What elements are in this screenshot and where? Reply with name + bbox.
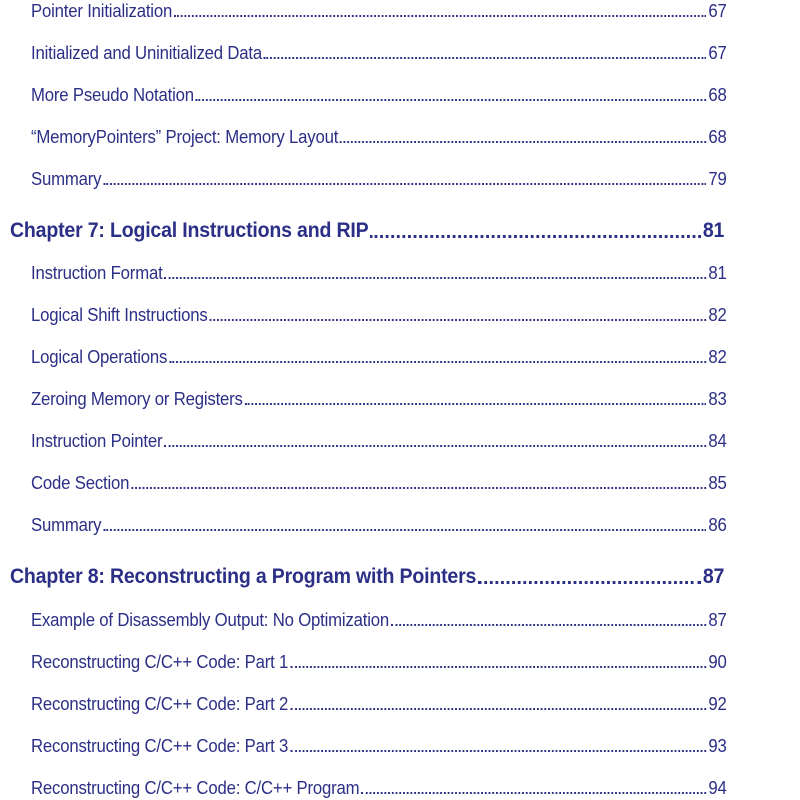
toc-entry-page: 92 bbox=[708, 694, 727, 714]
toc-entry-page: 83 bbox=[708, 389, 727, 409]
toc-entry-title: Reconstructing C/C++ Code: C/C++ Program bbox=[31, 778, 360, 798]
toc-entry-title: Logical Operations bbox=[31, 347, 168, 367]
dot-leader bbox=[196, 99, 707, 101]
toc-entry-title: Zeroing Memory or Registers bbox=[31, 389, 243, 409]
toc-entry-title: Logical Shift Instructions bbox=[31, 305, 208, 325]
toc-chapter-heading bbox=[10, 219, 724, 243]
dot-leader bbox=[340, 141, 706, 143]
dot-leader bbox=[131, 487, 706, 489]
toc-entry-title: Reconstructing C/C++ Code: Part 1 bbox=[31, 652, 289, 672]
toc-entry bbox=[31, 652, 727, 673]
toc-entry-title: Reconstructing C/C++ Code: Part 2 bbox=[31, 694, 289, 714]
toc-entry-page: 82 bbox=[708, 347, 727, 367]
toc-entry-page: 68 bbox=[708, 127, 727, 147]
dot-leader bbox=[169, 361, 706, 363]
toc-entry-title: Initialized and Uninitialized Data bbox=[31, 43, 262, 63]
chapter-page: 87 bbox=[702, 565, 725, 588]
dot-leader bbox=[245, 403, 707, 405]
dot-leader bbox=[370, 235, 701, 238]
toc-entry-title: Code Section bbox=[31, 473, 130, 493]
toc-entry bbox=[31, 305, 727, 326]
toc-entry bbox=[31, 263, 727, 284]
toc-entry-page: 85 bbox=[708, 473, 727, 493]
toc-entry-title: Reconstructing C/C++ Code: Part 3 bbox=[31, 736, 289, 756]
toc-entry bbox=[31, 515, 727, 536]
toc-entry-page: 86 bbox=[708, 515, 727, 535]
dot-leader bbox=[103, 529, 706, 531]
toc-entry-title: Pointer Initialization bbox=[31, 1, 173, 21]
toc-entry-title: Summary bbox=[31, 169, 102, 189]
toc-entry-page: 81 bbox=[708, 263, 727, 283]
dot-leader bbox=[290, 750, 706, 752]
toc-entry-title: Instruction Format bbox=[31, 263, 163, 283]
toc-entry-title: More Pseudo Notation bbox=[31, 85, 194, 105]
toc-entry-page: 67 bbox=[708, 43, 727, 63]
chapter-title: Chapter 7: Logical Instructions and RIP bbox=[10, 219, 369, 242]
toc-chapter-heading bbox=[10, 565, 724, 589]
toc-entry bbox=[31, 694, 727, 715]
toc-entry bbox=[31, 736, 727, 757]
toc-entry bbox=[31, 778, 727, 799]
toc-entry bbox=[31, 473, 727, 494]
toc-entry bbox=[31, 610, 727, 631]
dot-leader bbox=[209, 319, 706, 321]
toc-entry-title: Summary bbox=[31, 515, 102, 535]
toc-entry-page: 68 bbox=[708, 85, 727, 105]
dot-leader bbox=[264, 57, 707, 59]
toc-entry-page: 94 bbox=[708, 778, 727, 798]
toc-entry bbox=[31, 347, 727, 368]
toc-entry-page: 67 bbox=[708, 1, 727, 21]
dot-leader bbox=[164, 277, 706, 279]
toc-entry-page: 90 bbox=[708, 652, 727, 672]
dot-leader bbox=[290, 666, 706, 668]
toc-entry bbox=[31, 43, 727, 64]
chapter-page: 81 bbox=[702, 219, 725, 242]
toc-entry bbox=[31, 431, 727, 452]
chapter-title: Chapter 8: Reconstructing a Program with Pointers bbox=[10, 565, 477, 588]
toc-entry-title: “MemoryPointers” Project: Memory Layout bbox=[31, 127, 339, 147]
dot-leader bbox=[174, 15, 707, 17]
toc-entry-page: 79 bbox=[708, 169, 727, 189]
toc-entry-page: 87 bbox=[708, 610, 727, 630]
dot-leader bbox=[164, 445, 706, 447]
dot-leader bbox=[391, 624, 707, 626]
toc-entry-title: Instruction Pointer bbox=[31, 431, 163, 451]
toc-entry-title: Example of Disassembly Output: No Optimization bbox=[31, 610, 390, 630]
toc-entry-page: 93 bbox=[708, 736, 727, 756]
toc-entry bbox=[31, 85, 727, 106]
toc-entry bbox=[31, 169, 727, 190]
toc-entry bbox=[31, 389, 727, 410]
dot-leader bbox=[361, 792, 706, 794]
dot-leader bbox=[290, 708, 706, 710]
dot-leader bbox=[478, 581, 701, 584]
toc-entry bbox=[31, 127, 727, 148]
toc-entry-page: 84 bbox=[708, 431, 727, 451]
toc-entry-page: 82 bbox=[708, 305, 727, 325]
toc-entry bbox=[31, 1, 727, 22]
dot-leader bbox=[103, 183, 706, 185]
